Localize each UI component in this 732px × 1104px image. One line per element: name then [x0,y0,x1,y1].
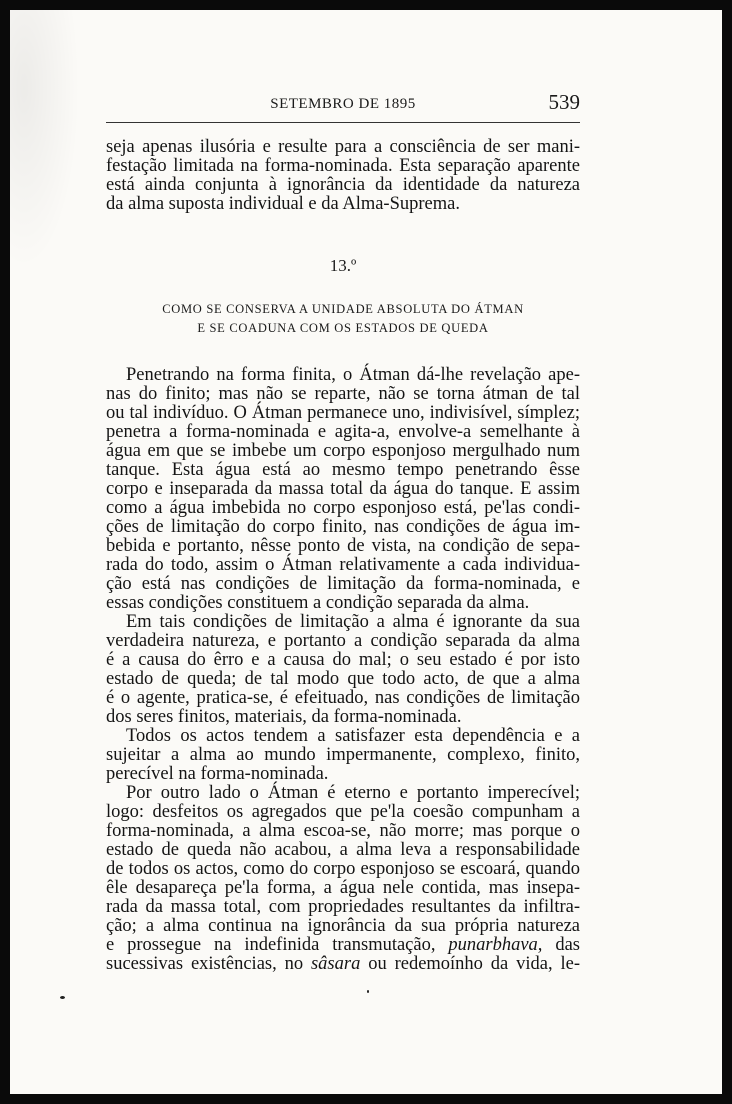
text-line: bebida e portanto, nêsse ponto de vista, na condição de sepa- [106,536,580,556]
text-line: dos seres finitos, materiais, da forma-nominada. [106,707,462,727]
text-line: Penetrando na forma finita, o Átman dá-lhe revelação ape- [126,365,580,385]
text-line: água em que se imbebe um corpo esponjoso mergulhado num [106,441,580,461]
text-line: seja apenas ilusória e resulte para a consciência de ser mani- [106,137,580,157]
text-line: sucessivas existências, no sâsara ou redemoínho da vida, le- [106,954,580,974]
running-title: SETEMBRO DE 1895 [270,96,416,112]
text-line: corpo e inseparada da massa total da água do tanque. E assim [106,479,580,499]
text-line: êle desapareça pe'la forma, a água nele contida, mas insepa- [106,878,580,898]
text-line: está ainda conjunta à ignorância da identidade da natureza [106,175,580,195]
text-line: é o agente, pratica-se, é efeituado, nas condições de limitação [106,688,580,708]
header-rule [106,122,580,123]
text-line: rada do todo, assim o Átman relativamente a cada individua- [106,555,580,575]
text-line: Em tais condições de limitação a alma é ignorante da sua [126,612,580,632]
text-line: essas condições constituem a condição separada da alma. [106,593,530,613]
text-line: e prossegue na indefinida transmutação, punarbhava, das [106,935,580,955]
text-line: penetra a forma-nominada e agita-a, envolve-a semelhante à [106,422,580,442]
text-line: sujeitar a alma ao mundo impermanente, complexo, finito, [106,745,580,765]
text-line: ções de limitação do corpo finito, nas condições de água im- [106,517,580,537]
section-title-line: COMO SE CONSERVA A UNIDADE ABSOLUTA DO ÁTMAN [162,302,524,316]
text-line: como a água imbebida no corpo esponjoso está, pe'las condi- [106,498,580,518]
text-line: estado de queda não acabou, a alma leva a responsabilidade [106,840,580,860]
body-text [106,366,580,974]
text-line: verdadeira natureza, e portanto a condição separada da alma [106,631,580,651]
italic-term: sâsara [310,954,361,974]
page-header [106,90,580,116]
text-line: Todos os actos tendem a satisfazer esta dependência e a [126,726,580,746]
text-line: festação limitada na forma-nominada. Esta separação aparente [106,156,580,176]
text-line: é a causa do êrro e a causa do mal; o seu estado é por isto [106,650,580,670]
text-line: ção; a alma continua na ignorância da sua própria natureza [106,916,580,936]
section-title-line: E SE COADUNA COM OS ESTADOS DE QUEDA [197,321,489,335]
text-line: perecível na forma-nominada. [106,764,329,784]
text-line: da alma suposta individual e da Alma-Suprema. [106,194,460,214]
text-line: ção está nas condições de limitação da forma-nominada, e [106,574,580,594]
intro-paragraph [106,138,580,214]
print-speck [60,996,65,999]
text-line: Por outro lado o Átman é eterno e portanto imperecível; [126,783,580,803]
text-line: ou tal indivíduo. O Átman permanece uno, indivisível, símplez; [106,403,580,423]
text-line: tanque. Esta água está ao mesmo tempo penetrando êsse [106,460,580,480]
text-line: logo: desfeitos os agregados que pe'la coesão compunham a [106,802,580,822]
section-number: 13.º [329,256,357,275]
book-page [10,10,722,1094]
print-speck [367,990,369,993]
text-line: nas do finito; mas não se reparte, não se torna átman de tal [106,384,580,404]
text-line: forma-nominada, a alma escoa-se, não morre; mas porque o [106,821,580,841]
text-line: estado de queda; de tal modo que todo acto, de que a alma [106,669,580,689]
italic-term: punarbhava, [448,935,543,955]
text-line: de todos os actos, como do corpo esponjoso se escoará, quando [106,859,580,879]
section-title [106,300,580,338]
page-number: 539 [548,90,580,114]
text-line: rada da massa total, com propriedades resultantes da infiltra- [106,897,580,917]
